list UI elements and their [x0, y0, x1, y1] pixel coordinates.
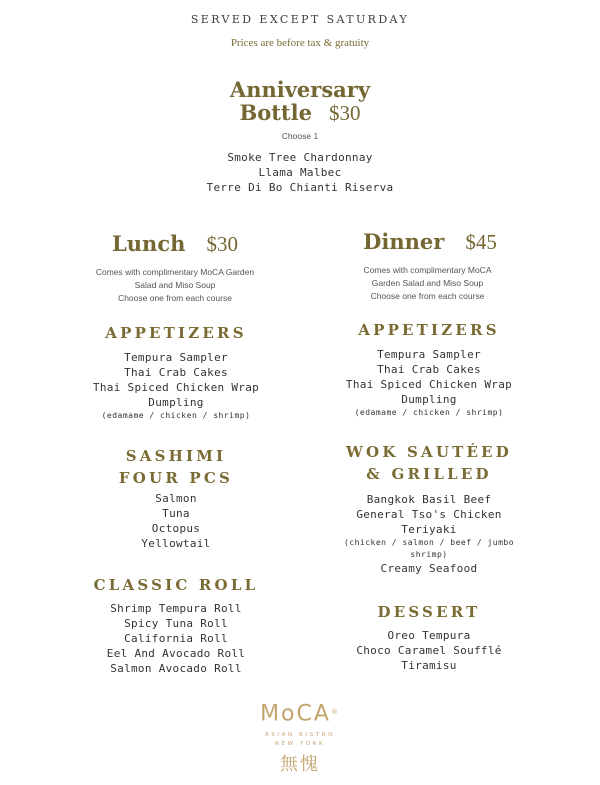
- anniversary-price: $30: [329, 101, 361, 125]
- sashimi-title-line2: FOUR PCS: [118, 469, 234, 487]
- wok-title-line1: WOK SAUTÉED: [346, 443, 512, 461]
- menu-item: Tiramisu: [401, 659, 457, 672]
- dinner-appetizers-list: [308, 347, 550, 419]
- menu-item: Tempura Sampler: [377, 348, 481, 361]
- menu-item: Octopus: [151, 522, 201, 535]
- menu-item: General Tso's Chicken: [356, 508, 502, 521]
- lunch-classic-roll-list: [55, 601, 297, 676]
- anniversary-item: Smoke Tree Chardonnay: [227, 151, 373, 164]
- dinner-heading: [325, 230, 535, 255]
- lunch-classic-roll-title: CLASSIC ROLL: [93, 576, 259, 594]
- dinner-notes: [320, 264, 535, 303]
- menu-item: Thai Crab Cakes: [124, 366, 228, 379]
- logo-tagline: ASIAN BISTRO: [264, 732, 336, 739]
- dinner-note: Garden Salad and Miso Soup: [371, 278, 484, 288]
- menu-item: Dumpling: [401, 393, 457, 406]
- menu-item: Teriyaki: [401, 523, 457, 536]
- menu-item: Tempura Sampler: [124, 351, 228, 364]
- menu-item: Eel And Avocado Roll: [106, 647, 246, 660]
- logo-wordmark: MoCA: [260, 701, 331, 727]
- menu-item: Thai Spiced Chicken Wrap: [92, 381, 260, 394]
- logo-cjk-characters: 無愧: [280, 754, 320, 776]
- anniversary-list: [0, 150, 600, 195]
- served-notice: SERVED EXCEPT SATURDAY: [190, 13, 410, 26]
- menu-item-sub: (edamame / chicken / shrimp): [354, 408, 504, 417]
- dinner-note: Comes with complimentary MoCA: [363, 265, 492, 275]
- menu-item: Salmon: [155, 492, 197, 505]
- menu-item: Spicy Tuna Roll: [124, 617, 228, 630]
- menu-item: Creamy Seafood: [380, 562, 478, 575]
- dinner-wok-list: [313, 492, 545, 576]
- dinner-title: Dinner: [363, 229, 445, 254]
- sashimi-title-line1: SASHIMI: [125, 447, 227, 465]
- menu-item: Tuna: [162, 507, 190, 520]
- menu-item: Shrimp Tempura Roll: [110, 602, 242, 615]
- dinner-appetizers-title: APPETIZERS: [358, 321, 500, 339]
- menu-item: Thai Spiced Chicken Wrap: [345, 378, 513, 391]
- menu-item: Dumpling: [148, 396, 204, 409]
- menu-item: Thai Crab Cakes: [377, 363, 481, 376]
- dinner-note: Choose one from each course: [370, 291, 485, 301]
- anniversary-item: Terre Di Bo Chianti Riserva: [206, 181, 394, 194]
- lunch-note: Comes with complimentary MoCA Garden: [95, 267, 255, 277]
- lunch-notes: [65, 266, 285, 305]
- menu-item: Yellowtail: [141, 537, 211, 550]
- menu-item: Choco Caramel Soufflé: [356, 644, 502, 657]
- prices-note: Prices are before tax & gratuity: [230, 37, 370, 49]
- anniversary-item: Llama Malbec: [258, 166, 342, 179]
- anniversary-title-line2-row: [0, 101, 600, 126]
- lunch-note: Salad and Miso Soup: [134, 280, 216, 290]
- menu-item: Salmon Avocado Roll: [110, 662, 242, 675]
- wok-title-line2: & GRILLED: [366, 465, 492, 483]
- lunch-sashimi-list: [75, 491, 277, 551]
- lunch-note: Choose one from each course: [118, 293, 232, 303]
- lunch-heading: [75, 232, 275, 257]
- menu-item: Oreo Tempura: [387, 629, 471, 642]
- dinner-price: $45: [465, 230, 497, 254]
- menu-item-sub: (edamame / chicken / shrimp): [101, 411, 251, 420]
- dinner-wok-title: [318, 441, 540, 485]
- menu-item-sub: (chicken / salmon / beef / jumbo: [343, 538, 515, 547]
- logo-location: NEW YORK: [274, 741, 326, 748]
- lunch-appetizers-title: APPETIZERS: [105, 324, 247, 342]
- dinner-dessert-list: [308, 628, 550, 673]
- menu-item-sub: shrimp): [410, 550, 448, 559]
- lunch-sashimi-title: [65, 445, 287, 489]
- moca-logo: [200, 700, 400, 776]
- anniversary-section: [0, 78, 600, 126]
- menu-item: California Roll: [124, 632, 228, 645]
- anniversary-title-line1: Anniversary: [229, 77, 371, 102]
- menu-item: Bangkok Basil Beef: [366, 493, 492, 506]
- anniversary-title-line2: Bottle: [239, 100, 312, 125]
- lunch-price: $30: [206, 232, 238, 256]
- registered-mark: ®: [330, 708, 340, 716]
- lunch-appetizers-list: [55, 350, 297, 422]
- dinner-dessert-title: DESSERT: [377, 603, 481, 621]
- lunch-title: Lunch: [112, 231, 186, 256]
- anniversary-choose: Choose 1: [281, 131, 319, 141]
